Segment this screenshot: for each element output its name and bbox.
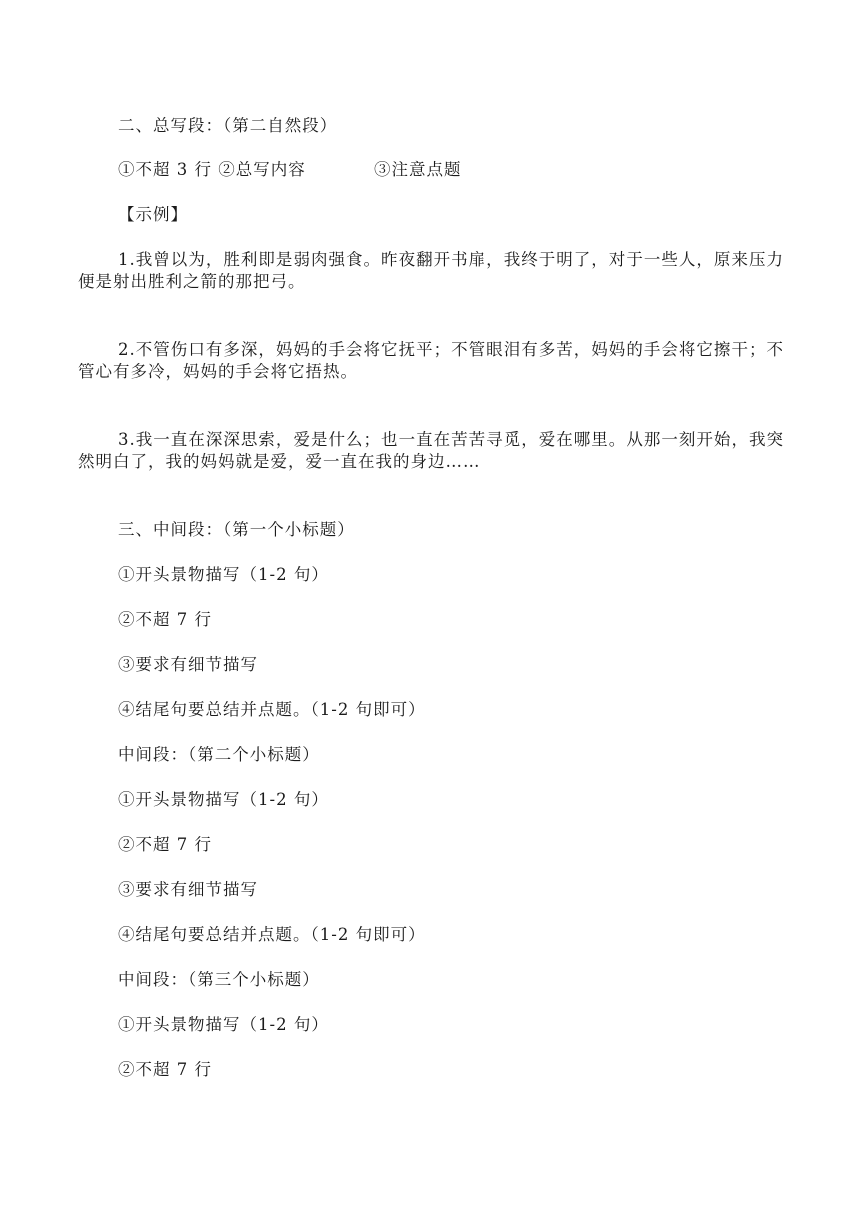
- section-3-heading: 三、中间段：（第一个小标题）: [118, 520, 355, 539]
- example-paragraph-3: 3.我一直在深深思索，爱是什么；也一直在苦苦寻觅，爱在哪里。从那一刻开始，我突然明白了，我的妈妈就是爱，爱一直在我的身边……: [78, 430, 784, 471]
- section-2-heading: 二、总写段：（第二自然段）: [118, 116, 338, 135]
- list-item: ①开头景物描写（1-2 句）: [118, 1015, 329, 1034]
- list-item: ②不超 7 行: [118, 610, 212, 629]
- list-item: ③要求有细节描写: [118, 880, 258, 899]
- list-item: ②不超 7 行: [118, 835, 212, 854]
- list-item: ②不超 7 行: [118, 1060, 212, 1079]
- list-item: ③要求有细节描写: [118, 655, 258, 674]
- list-item: ①开头景物描写（1-2 句）: [118, 790, 329, 809]
- section-2-requirements: [118, 159, 828, 181]
- requirement-3: ③注意点题: [374, 160, 462, 179]
- requirement-1: ①不超 3 行: [118, 160, 212, 179]
- example-paragraph-2: 2.不管伤口有多深，妈妈的手会将它抚平；不管眼泪有多苦，妈妈的手会将它擦干；不管心有多冷，妈妈的手会将它捂热。: [78, 340, 784, 381]
- list-item: ④结尾句要总结并点题。（1-2 句即可）: [118, 925, 426, 944]
- example-label: 【示例】: [118, 205, 188, 224]
- example-paragraph-1: 1.我曾以为，胜利即是弱肉强食。昨夜翻开书扉，我终于明了，对于一些人，原来压力便是射出胜利之箭的那把弓。: [78, 250, 784, 291]
- middle-section-3-heading: 中间段：（第三个小标题）: [118, 970, 320, 989]
- requirement-2: ②总写内容: [218, 160, 306, 179]
- list-item: ④结尾句要总结并点题。（1-2 句即可）: [118, 700, 426, 719]
- list-item: ①开头景物描写（1-2 句）: [118, 565, 329, 584]
- middle-section-2-heading: 中间段：（第二个小标题）: [118, 745, 320, 764]
